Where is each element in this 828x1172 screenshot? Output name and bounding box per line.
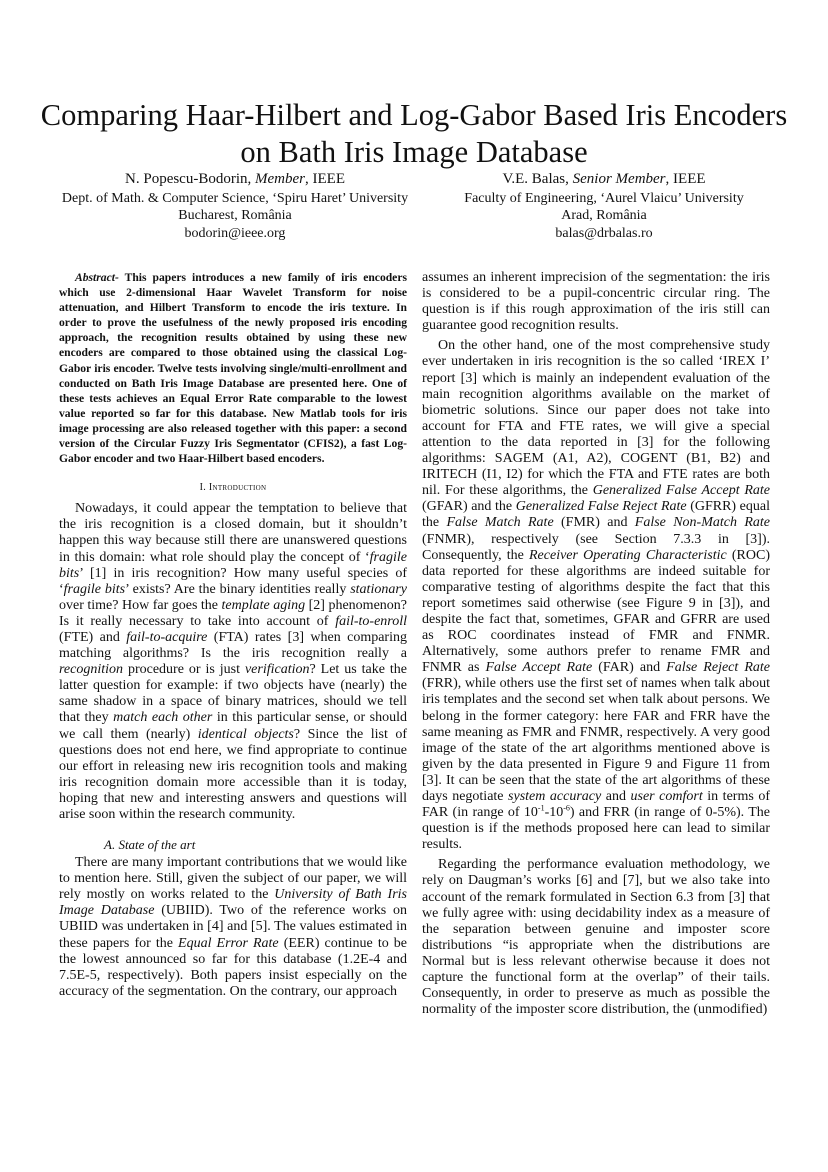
state-of-art-paragraph: There are many important contributions that we would like to mention here. Still, given the subject of our paper, we will rely mostly on works related to the University of Bath Iris Image Database (UBIID). Two of the reference works on UBIID was undertaken in [4] and [5]. The values estimated in these papers for the Equal Error Rate (EER) continue to be the lowest announced so far for this database (1.2E-4 and 7.5E-5, respectively). Both papers insist especially on the accuracy of the segmentation. On the contrary, our approach	[59, 855, 407, 999]
intro-paragraph: Nowadays, it could appear the temptation to believe that the iris recognition is a closed domain, but it shouldn’t happen this way because still there are unanswered questions in this domain: what role should play the concept of ‘fragile bits’ [1] in iris recognition? How many useful species of ‘fragile bits’ exists? Are the binary identities really stationary over time? How far goes the template aging [2] phenomenon? Is it really necessary to take into account of fail-to-enroll (FTE) and fail-to-acquire (FTA) rates [3] when comparing matching algorithms? Is the iris recognition really a recognition procedure or is just verification? Let us take the latter question for example: if two objects have (nearly) the same shadow in a space of binary matrices, should we tell that they match each other in this particular sense, or should we call them (nearly) identical objects? Since the list of questions does not end here, we find appropriate to continue our effort in releasing new iris recognition tools and making iris recognition domain more accessible than it is today, hoping that new and interesting answers and questions will arise soon within the research community.	[59, 501, 408, 822]
body-paragraph: Regarding the performance evaluation methodology, we rely on Daugman’s works [6] and [7], but we also take into account of the remark formulated in Section 6.3 from [3] that we fully agree with: using decidability index as a measure of the separation between genuine and imposter score distributions “is appropriate when the distributions are Normal but is less relevant otherwise because it does not capture the functional form at the overlap” of their tails. Consequently, in order to preserve as much as possible the normality of the imposter score distribution, the (unmodified)	[422, 857, 770, 1018]
author-block-1	[45, 171, 425, 242]
right-column	[422, 270, 770, 1018]
paper-title: Comparing Haar-Hilbert and Log-Gabor Based Iris Encoders on Bath Iris Image Database	[40, 98, 788, 170]
author-affiliation: Dept. of Math. & Computer Science, ‘Spiru Haret’ University	[61, 190, 409, 206]
author-name-line: V.E. Balas, Senior Member, IEEE	[502, 171, 706, 187]
author-city: Bucharest, România	[178, 208, 292, 223]
author-email: balas@drbalas.ro	[555, 225, 653, 241]
author-city: Arad, România	[561, 208, 647, 223]
author-affiliation: Faculty of Engineering, ‘Aurel Vlaicu’ University	[464, 190, 744, 206]
author-email: bodorin@ieee.org	[184, 225, 286, 241]
author-name-line: N. Popescu-Bodorin, Member, IEEE	[125, 171, 345, 187]
body-paragraph: assumes an inherent imprecision of the segmentation: the iris is considered to be a pupil-concentric circular ring. The question is if this rough approximation of the iris still can guarantee good recognition results.	[422, 270, 770, 334]
body-paragraph: On the other hand, one of the most comprehensive study ever undertaken in iris recognition is the so called ‘IREX I’ report [3] which is mainly an independent evaluation of the main recognition algorithms available on the market of biometric solutions. Since our paper does not take into account for FTA and FTE rates, we will give a special attention to the data reported in [3] for the following algorithms: SAGEM (A1, A2), COGENT (B1, B2) and IRITECH (I1, I2) for which the FTA and FTE rates are both nil. For these algorithms, the Generalized False Accept Rate (GFAR) and the Generalized False Reject Rate (GFRR) equal the False Match Rate (FMR) and False Non-Match Rate (FNMR), respectively (see Section 7.3.3 in [3]). Consequently, the Receiver Operating Characteristic (ROC) data reported for these algorithms are indeed suitable for comparative testing of algorithms despite the fact that this report sometimes said otherwise (see Figure 9 in [3]), and despite the fact that, sometimes, GFAR and GFRR are used as ROC coordinates instead of FMR and FNMR. Alternatively, some authors prefer to rename FMR and FNMR as False Accept Rate (FAR) and False Reject Rate (FRR), while others use the first set of names when talk about iris templates and the second set when talk about persons. We belong in the former category: here FAR and FRR have the same meaning as FMR and FNMR, respectively. A very good image of the state of the art algorithms mentioned above is given by the data presented in Figure 9 and Figure 11 from [3]. It can be seen that the state of the art algorithms of these days negotiate system accuracy and user comfort in terms of FAR (in range of $10^{-1}-10^{-6}$) and FRR (in range of 0-5%). The question is if the methods proposed here can lead to similar results.	[422, 338, 771, 853]
section-heading-introduction: I. Introduction	[199, 482, 267, 494]
author-block-2	[414, 171, 794, 242]
left-column	[59, 270, 407, 1000]
subsection-heading-state-of-the-art: A. State of the art	[104, 837, 196, 853]
abstract: Abstract- This papers introduces a new family of iris encoders which use 2-dimensional Haar Wavelet Transform for noise attenuation, and Hilbert Transform to encode the iris texture. In order to prove the usefulness of the newly proposed iris encoding approach, the recognition results obtained by using these new encoders are compared to those obtained using the classical Log-Gabor iris encoder. Twelve tests involving single/multi-enrollment and conducted on Bath Iris Image Database are presented here. One of these tests achieves an Equal Error Rate comparable to the lowest value reported so far for this database. New Matlab tools for iris image processing are also released together with this paper: a second version of the Circular Fuzzy Iris Segmentator (CFIS2), a fast Log-Gabor encoder and two Haar-Hilbert based encoders.	[59, 271, 407, 466]
